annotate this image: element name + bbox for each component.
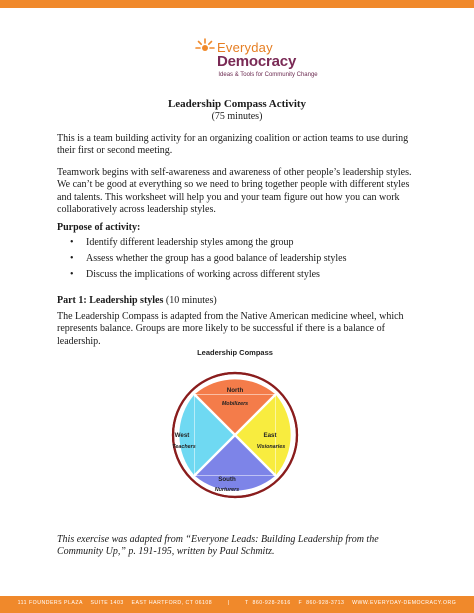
credit-note: This exercise was adapted from “Everyone Leads: Building Leadership from the Community Up,” p. 191-195, written by Paul Schmitz. — [57, 534, 379, 558]
part1-duration: (10 minutes) — [165, 295, 217, 306]
logo-word-everyday: Everyday — [217, 40, 273, 55]
sun-icon — [193, 36, 217, 60]
list-item — [57, 253, 417, 269]
page-title: Leadership Compass Activity — [167, 98, 307, 110]
west-label: West — [174, 432, 190, 439]
list-item-text: Identify different leadership styles among the group — [86, 237, 294, 248]
part1-paragraph: The Leadership Compass is adapted from the Native American medicine wheel, which represents balance. Groups are more likely to be successful if there is a balance of leadership. — [57, 311, 404, 347]
top-accent-bar — [0, 0, 474, 8]
north-role: Mobilizers — [221, 401, 249, 407]
purpose-list — [57, 237, 417, 285]
list-item-text: Discuss the implications of working across different styles — [86, 269, 320, 280]
part1-heading-text: Part 1: Leadership styles — [57, 295, 164, 306]
purpose-heading: Purpose of activity: — [57, 222, 141, 233]
east-label: East — [263, 432, 277, 439]
logo-tagline: Ideas & Tools for Community Change — [218, 72, 318, 78]
bullet-icon: • — [70, 237, 74, 248]
teamwork-paragraph: Teamwork begins with self-awareness and awareness of other people’s leadership styles. We can’t be good at everything so we need to bring together people with different styles and talents. This worksheet will help you and your team figure out how you can work collaboratively across leadership styles. — [57, 167, 412, 215]
south-role: Nurturers — [214, 487, 240, 493]
list-item — [57, 269, 417, 285]
compass-diagram — [155, 342, 315, 512]
compass-title: Leadership Compass — [197, 348, 273, 357]
north-label: North — [226, 387, 244, 394]
list-item — [57, 237, 417, 253]
footer-bar — [0, 596, 474, 613]
part1-heading — [57, 295, 217, 306]
south-label: South — [218, 476, 236, 483]
west-role: Teachers — [172, 444, 196, 450]
page-subtitle: (75 minutes) — [211, 111, 263, 122]
bullet-icon: • — [70, 253, 74, 264]
everyday-democracy-logo — [193, 36, 343, 88]
intro-paragraph: This is a team building activity for an organizing coalition or action teams to use during their first or second meeting. — [57, 133, 409, 157]
logo-word-democracy: Democracy — [217, 53, 297, 70]
footer-contact-text: 111 FOUNDERS PLAZA SUITE 1403 EAST HARTFORD, CT 06108 | T 860-928-2616 F 860-928-3713 WWW.EVERYDAY-DEMOCRACY.ORG — [17, 600, 457, 606]
list-item-text: Assess whether the group has a good balance of leadership styles — [86, 253, 347, 264]
east-role: Visionaries — [256, 444, 286, 450]
bullet-icon: • — [70, 269, 74, 280]
leadership-compass-figure — [155, 342, 315, 512]
